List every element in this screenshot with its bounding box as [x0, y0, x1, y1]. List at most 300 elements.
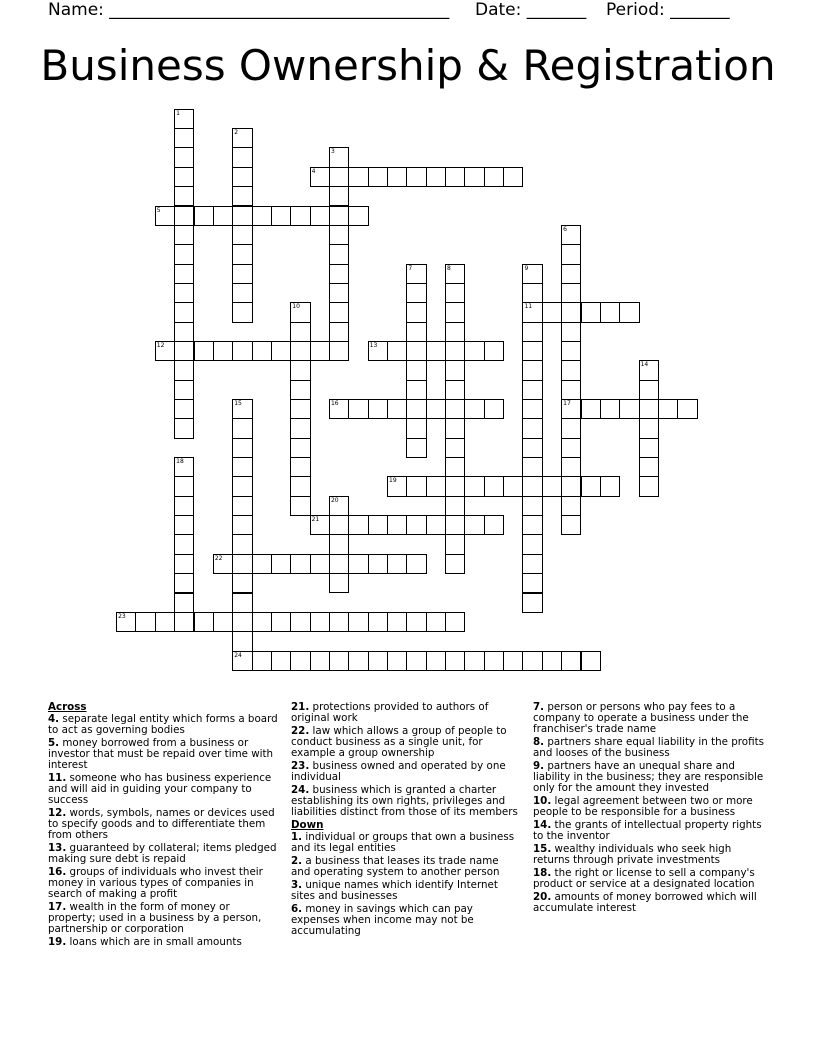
clue-across-17: 17. wealth in the form of money or property; used in a business by a person, partnership or corporation — [48, 901, 262, 935]
crossword-cell[interactable] — [445, 496, 465, 516]
crossword-cell[interactable] — [290, 496, 310, 516]
crossword-cell[interactable] — [561, 225, 581, 245]
crossword-cell[interactable] — [174, 302, 194, 322]
crossword-cell[interactable] — [310, 515, 330, 535]
crossword-cell[interactable] — [290, 341, 310, 361]
crossword-cell[interactable] — [561, 399, 581, 419]
crossword-cell[interactable] — [174, 322, 194, 342]
crossword-cell[interactable] — [290, 206, 310, 226]
clue-across-12: 12. words, symbols, names or devices used to specify goods and to differentiate them from others — [48, 807, 275, 841]
crossword-cell[interactable] — [310, 612, 330, 632]
crossword-cell[interactable] — [290, 476, 310, 496]
crossword-cell[interactable] — [561, 380, 581, 400]
crossword-cell[interactable] — [368, 515, 388, 535]
crossword-cell[interactable] — [503, 476, 523, 496]
crossword-cell[interactable] — [619, 399, 639, 419]
crossword-cell[interactable] — [329, 244, 349, 264]
crossword-cell[interactable] — [445, 341, 465, 361]
crossword-cell[interactable] — [329, 573, 349, 593]
crossword-cell[interactable] — [600, 399, 620, 419]
crossword-cell[interactable] — [406, 264, 426, 284]
crossword-cell[interactable] — [174, 341, 194, 361]
crossword-cell[interactable] — [290, 651, 310, 671]
crossword-cell[interactable] — [387, 341, 407, 361]
cell-number: 2 — [234, 129, 239, 137]
crossword-cell[interactable] — [348, 399, 368, 419]
crossword-cell[interactable] — [639, 457, 659, 477]
clue-down-10: 10. legal agreement between two or more people to be responsible for a business — [533, 795, 753, 818]
crossword-cell[interactable] — [174, 515, 194, 535]
crossword-cell[interactable] — [522, 515, 542, 535]
cell-number: 24 — [234, 651, 242, 659]
crossword-cell[interactable] — [329, 399, 349, 419]
crossword-cell[interactable] — [406, 302, 426, 322]
crossword-cell[interactable] — [329, 534, 349, 554]
crossword-cell[interactable] — [290, 322, 310, 342]
crossword-cell[interactable] — [561, 515, 581, 535]
crossword-cell[interactable] — [561, 244, 581, 264]
crossword-cell[interactable] — [561, 418, 581, 438]
crossword-cell[interactable] — [522, 302, 542, 322]
clue-down-7: 7. person or persons who pay fees to a company to operate a business under the franchiser's trade name — [533, 701, 749, 735]
crossword-cell[interactable] — [445, 264, 465, 284]
crossword-cell[interactable] — [484, 341, 504, 361]
crossword-cell[interactable] — [503, 651, 523, 671]
clue-across-11: 11. someone who has business experience and will aid in guiding your company to success — [48, 772, 272, 806]
crossword-cell[interactable] — [174, 360, 194, 380]
crossword-cell[interactable] — [194, 206, 214, 226]
crossword-cell[interactable] — [174, 244, 194, 264]
crossword-cell[interactable] — [232, 457, 252, 477]
crossword-cell[interactable] — [329, 167, 349, 187]
crossword-cell[interactable] — [561, 438, 581, 458]
crossword-cell[interactable] — [522, 496, 542, 516]
crossword-cell[interactable] — [522, 283, 542, 303]
crossword-cell[interactable] — [368, 167, 388, 187]
crossword-cell[interactable] — [271, 206, 291, 226]
crossword-cell[interactable] — [310, 341, 330, 361]
crossword-cell[interactable] — [174, 457, 194, 477]
crossword-cell[interactable] — [522, 573, 542, 593]
crossword-cell[interactable] — [116, 612, 136, 632]
period-field[interactable]: Period: _______ — [606, 0, 730, 20]
date-field[interactable]: Date: _______ — [475, 0, 587, 20]
crossword-cell[interactable] — [174, 147, 194, 167]
crossword-cell[interactable] — [445, 651, 465, 671]
crossword-cell[interactable] — [464, 341, 484, 361]
crossword-cell[interactable] — [445, 476, 465, 496]
crossword-cell[interactable] — [426, 476, 446, 496]
crossword-cell[interactable] — [619, 302, 639, 322]
crossword-cell[interactable] — [522, 438, 542, 458]
crossword-cell[interactable] — [232, 554, 252, 574]
crossword-cell[interactable] — [406, 322, 426, 342]
crossword-cell[interactable] — [174, 109, 194, 129]
crossword-cell[interactable] — [368, 341, 388, 361]
crossword-cell[interactable] — [639, 476, 659, 496]
crossword-cell[interactable] — [387, 515, 407, 535]
crossword-cell[interactable] — [445, 167, 465, 187]
crossword-cell[interactable] — [310, 651, 330, 671]
crossword-cell[interactable] — [445, 438, 465, 458]
cell-number: 4 — [311, 167, 316, 175]
crossword-cell[interactable] — [484, 476, 504, 496]
down-heading: Down — [291, 819, 324, 831]
clue-down-2: 2. a business that leases its trade name and operating system to another person — [291, 855, 500, 878]
crossword-cell[interactable] — [329, 147, 349, 167]
crossword-cell[interactable] — [522, 380, 542, 400]
crossword-cell[interactable] — [484, 167, 504, 187]
cell-number: 6 — [563, 225, 567, 233]
crossword-cell[interactable] — [310, 167, 330, 187]
crossword-cell[interactable] — [232, 515, 252, 535]
crossword-cell[interactable] — [426, 399, 446, 419]
clue-down-20: 20. amounts of money borrowed which will accumulate interest — [533, 891, 757, 914]
crossword-cell[interactable] — [348, 167, 368, 187]
crossword-cell[interactable] — [484, 399, 504, 419]
crossword-cell[interactable] — [329, 264, 349, 284]
crossword-cell[interactable] — [426, 341, 446, 361]
clue-across-22: 22. law which allows a group of people to conduct business as a single unit, for example a group ownership — [291, 725, 507, 759]
clue-across-4: 4. separate legal entity which forms a board to act as governing bodies — [48, 713, 278, 736]
crossword-cell[interactable] — [174, 554, 194, 574]
crossword-cell[interactable] — [155, 341, 175, 361]
crossword-cell[interactable] — [426, 612, 446, 632]
cell-number: 14 — [640, 361, 649, 369]
crossword-cell[interactable] — [406, 418, 426, 438]
crossword-cell[interactable] — [445, 457, 465, 477]
cell-number: 13 — [369, 341, 378, 349]
crossword-cell[interactable] — [561, 476, 581, 496]
crossword-cell[interactable] — [232, 244, 252, 264]
crossword-cell[interactable] — [174, 476, 194, 496]
cell-number: 5 — [156, 206, 161, 214]
crossword-cell[interactable] — [174, 283, 194, 303]
crossword-cell[interactable] — [271, 651, 291, 671]
page-title: Business Ownership & Registration — [40, 41, 776, 90]
crossword-cell[interactable] — [503, 167, 523, 187]
crossword-cell[interactable] — [348, 515, 368, 535]
crossword-cell[interactable] — [522, 399, 542, 419]
crossword-cell[interactable] — [174, 225, 194, 245]
crossword-cell[interactable] — [174, 264, 194, 284]
crossword-cell[interactable] — [522, 651, 542, 671]
crossword-cell[interactable] — [445, 612, 465, 632]
crossword-cell[interactable] — [406, 283, 426, 303]
crossword-cell[interactable] — [232, 128, 252, 148]
crossword-cell[interactable] — [406, 612, 426, 632]
crossword-cell[interactable] — [213, 206, 233, 226]
clues-column-1 — [48, 702, 278, 950]
crossword-cell[interactable] — [232, 186, 252, 206]
crossword-cell[interactable] — [561, 496, 581, 516]
crossword-cell[interactable] — [426, 167, 446, 187]
crossword-cell[interactable] — [445, 322, 465, 342]
crossword-cell[interactable] — [445, 515, 465, 535]
crossword-cell[interactable] — [290, 360, 310, 380]
clue-down-14: 14. the grants of intellectual property rights to the inventor — [533, 819, 762, 842]
crossword-cell[interactable] — [387, 167, 407, 187]
crossword-cell[interactable] — [387, 612, 407, 632]
clue-across-19: 19. loans which are in small amounts — [48, 936, 242, 948]
crossword-cell[interactable] — [174, 573, 194, 593]
crossword-cell[interactable] — [174, 399, 194, 419]
crossword-cell[interactable] — [464, 651, 484, 671]
crossword-cell[interactable] — [368, 651, 388, 671]
clue-across-13: 13. guaranteed by collateral; items pledged making sure debt is repaid — [48, 842, 277, 865]
crossword-cell[interactable] — [658, 399, 678, 419]
crossword-cell[interactable] — [329, 651, 349, 671]
crossword-cell[interactable] — [387, 476, 407, 496]
crossword-cell[interactable] — [464, 476, 484, 496]
crossword-cell[interactable] — [639, 360, 659, 380]
crossword-cell[interactable] — [445, 534, 465, 554]
crossword-cell[interactable] — [561, 360, 581, 380]
crossword-cell[interactable] — [232, 264, 252, 284]
crossword-cell[interactable] — [174, 380, 194, 400]
crossword-cell[interactable] — [406, 554, 426, 574]
crossword-cell[interactable] — [213, 554, 233, 574]
crossword-cell[interactable] — [174, 593, 194, 613]
crossword-cell[interactable] — [232, 206, 252, 226]
cell-number: 10 — [292, 303, 300, 311]
crossword-cell[interactable] — [310, 554, 330, 574]
crossword-cell[interactable] — [329, 206, 349, 226]
crossword-cell[interactable] — [600, 476, 620, 496]
crossword-cell[interactable] — [329, 554, 349, 574]
crossword-cell[interactable] — [310, 206, 330, 226]
crossword-cell[interactable] — [329, 225, 349, 245]
crossword-cell[interactable] — [348, 612, 368, 632]
crossword-cell[interactable] — [290, 418, 310, 438]
crossword-cell[interactable] — [232, 399, 252, 419]
cell-number: 1 — [176, 109, 180, 117]
cell-number: 3 — [330, 148, 335, 156]
crossword-cell[interactable] — [271, 341, 291, 361]
crossword-cell[interactable] — [387, 651, 407, 671]
crossword-cell[interactable] — [561, 283, 581, 303]
crossword-cell[interactable] — [406, 515, 426, 535]
crossword-cell[interactable] — [232, 476, 252, 496]
crossword-cell[interactable] — [522, 593, 542, 613]
cell-number: 21 — [311, 516, 320, 524]
crossword-cell[interactable] — [522, 476, 542, 496]
crossword-cell[interactable] — [581, 302, 601, 322]
crossword-cell[interactable] — [639, 438, 659, 458]
crossword-cell[interactable] — [561, 322, 581, 342]
crossword-cell[interactable] — [522, 322, 542, 342]
crossword-cell[interactable] — [445, 380, 465, 400]
crossword-cell[interactable] — [445, 283, 465, 303]
crossword-cell[interactable] — [445, 418, 465, 438]
crossword-cell[interactable] — [600, 302, 620, 322]
crossword-cell[interactable] — [445, 360, 465, 380]
crossword-cell[interactable] — [561, 302, 581, 322]
crossword-cell[interactable] — [252, 554, 272, 574]
crossword-cell[interactable] — [232, 438, 252, 458]
crossword-cell[interactable] — [581, 476, 601, 496]
crossword-cell[interactable] — [522, 360, 542, 380]
clue-down-9: 9. partners have an unequal share and liability in the business; they are responsible only for the amount they invested — [533, 760, 764, 794]
cell-number: 11 — [524, 303, 533, 311]
crossword-cell[interactable] — [329, 515, 349, 535]
crossword-cell[interactable] — [426, 515, 446, 535]
crossword-cell[interactable] — [213, 612, 233, 632]
crossword-cell[interactable] — [445, 302, 465, 322]
crossword-cell[interactable] — [232, 225, 252, 245]
clue-across-24: 24. business which is granted a charter establishing its own rights, privileges and liabilities distinct from those of its members — [291, 784, 518, 818]
crossword-cell[interactable] — [445, 399, 465, 419]
crossword-cell[interactable] — [561, 341, 581, 361]
crossword-cell[interactable] — [406, 341, 426, 361]
crossword-cell[interactable] — [232, 341, 252, 361]
crossword-cell[interactable] — [232, 418, 252, 438]
clue-down-1: 1. individual or groups that own a business and its legal entities — [291, 831, 515, 854]
crossword-cell[interactable] — [329, 322, 349, 342]
name-field[interactable]: Name: ________________________________________ — [48, 0, 450, 20]
crossword-cell[interactable] — [329, 302, 349, 322]
crossword-cell[interactable] — [522, 534, 542, 554]
crossword-cell[interactable] — [252, 612, 272, 632]
crossword-cell[interactable] — [348, 206, 368, 226]
crossword-cell[interactable] — [232, 167, 252, 187]
crossword-cell[interactable] — [232, 283, 252, 303]
crossword-cell[interactable] — [290, 554, 310, 574]
crossword-cell[interactable] — [406, 167, 426, 187]
crossword-cell[interactable] — [542, 302, 562, 322]
crossword-cell[interactable] — [174, 418, 194, 438]
cell-number: 19 — [389, 477, 397, 485]
crossword-cell[interactable] — [406, 438, 426, 458]
crossword-cell[interactable] — [290, 380, 310, 400]
crossword-cell[interactable] — [155, 206, 175, 226]
crossword-cell[interactable] — [522, 264, 542, 284]
across-heading: Across — [48, 701, 87, 713]
crossword-cell[interactable] — [522, 418, 542, 438]
crossword-cell[interactable] — [348, 554, 368, 574]
crossword-cell[interactable] — [174, 206, 194, 226]
crossword-cell[interactable] — [522, 554, 542, 574]
crossword-cell[interactable] — [406, 476, 426, 496]
crossword-cell[interactable] — [174, 534, 194, 554]
crossword-cell[interactable] — [348, 651, 368, 671]
crossword-cell[interactable] — [232, 612, 252, 632]
crossword-cell[interactable] — [368, 612, 388, 632]
crossword-cell[interactable] — [484, 651, 504, 671]
crossword-cell[interactable] — [174, 496, 194, 516]
crossword-cell[interactable] — [232, 631, 252, 651]
crossword-cell[interactable] — [252, 206, 272, 226]
crossword-cell[interactable] — [271, 612, 291, 632]
crossword-cell[interactable] — [271, 554, 291, 574]
crossword-cell[interactable] — [387, 399, 407, 419]
crossword-cell[interactable] — [290, 612, 310, 632]
crossword-cell[interactable] — [406, 360, 426, 380]
cell-number: 8 — [447, 264, 451, 272]
crossword-cell[interactable] — [406, 380, 426, 400]
crossword-cell[interactable] — [561, 264, 581, 284]
clue-down-8: 8. partners share equal liability in the profits and looses of the business — [533, 736, 764, 759]
crossword-cell[interactable] — [368, 399, 388, 419]
crossword-cell[interactable] — [232, 302, 252, 322]
crossword-cell[interactable] — [232, 147, 252, 167]
cell-number: 18 — [176, 458, 184, 466]
cell-number: 23 — [118, 612, 126, 620]
crossword-cell[interactable] — [329, 186, 349, 206]
clue-across-5: 5. money borrowed from a business or investor that must be repaid over time with interest — [48, 737, 274, 771]
crossword-cell[interactable] — [329, 341, 349, 361]
crossword-cell[interactable] — [677, 399, 697, 419]
crossword-cell[interactable] — [135, 612, 155, 632]
clue-down-18: 18. the right or license to sell a company's product or service at a designated location — [533, 867, 755, 890]
crossword-cell[interactable] — [464, 515, 484, 535]
crossword-cell[interactable] — [522, 457, 542, 477]
crossword-cell[interactable] — [290, 399, 310, 419]
crossword-cell[interactable] — [329, 612, 349, 632]
clue-across-23: 23. business owned and operated by one individual — [291, 760, 506, 783]
clues-column-2 — [291, 702, 521, 939]
crossword-cell[interactable] — [232, 593, 252, 613]
cell-number: 16 — [330, 400, 339, 407]
crossword-cell[interactable] — [290, 438, 310, 458]
crossword-cell[interactable] — [174, 186, 194, 206]
crossword-cell[interactable] — [542, 651, 562, 671]
crossword-cell[interactable] — [406, 651, 426, 671]
crossword-cell[interactable] — [639, 380, 659, 400]
crossword-cell[interactable] — [174, 167, 194, 187]
crossword-cell[interactable] — [581, 651, 601, 671]
crossword-cell[interactable] — [426, 651, 446, 671]
crossword-cell[interactable] — [464, 167, 484, 187]
crossword-cell[interactable] — [484, 515, 504, 535]
crossword-cell[interactable] — [213, 341, 233, 361]
crossword-cell[interactable] — [232, 573, 252, 593]
crossword-cell[interactable] — [639, 418, 659, 438]
crossword-cell[interactable] — [252, 651, 272, 671]
cell-number: 12 — [156, 341, 165, 349]
crossword-cell[interactable] — [232, 651, 252, 671]
crossword-cell[interactable] — [174, 612, 194, 632]
clue-across-16: 16. groups of individuals who invest their money in various types of companies in search of making a profit — [48, 866, 263, 900]
crossword-cell[interactable] — [194, 612, 214, 632]
crossword-cell[interactable] — [194, 341, 214, 361]
crossword-cell[interactable] — [232, 534, 252, 554]
crossword-cell[interactable] — [522, 341, 542, 361]
crossword-cell[interactable] — [174, 128, 194, 148]
crossword-cell[interactable] — [387, 554, 407, 574]
crossword-cell[interactable] — [290, 457, 310, 477]
clue-down-3: 3. unique names which identify Internet sites and businesses — [291, 879, 498, 902]
cell-number: 17 — [563, 400, 571, 407]
crossword-cell[interactable] — [639, 399, 659, 419]
crossword-cell[interactable] — [542, 476, 562, 496]
crossword-cell[interactable] — [290, 302, 310, 322]
crossword-cell[interactable] — [406, 399, 426, 419]
crossword-cell[interactable] — [329, 283, 349, 303]
crossword-cell[interactable] — [445, 554, 465, 574]
crossword-cell[interactable] — [155, 612, 175, 632]
crossword-cell[interactable] — [561, 651, 581, 671]
clue-down-6: 6. money in savings which can pay expenses when income may not be accumulating — [291, 903, 474, 937]
crossword-cell[interactable] — [561, 457, 581, 477]
crossword-cell[interactable] — [232, 496, 252, 516]
crossword-cell[interactable] — [329, 496, 349, 516]
crossword-cell[interactable] — [368, 554, 388, 574]
crossword-cell[interactable] — [464, 399, 484, 419]
clue-across-21: 21. protections provided to authors of original work — [291, 701, 489, 724]
crossword-cell[interactable] — [581, 399, 601, 419]
crossword-cell[interactable] — [252, 341, 272, 361]
